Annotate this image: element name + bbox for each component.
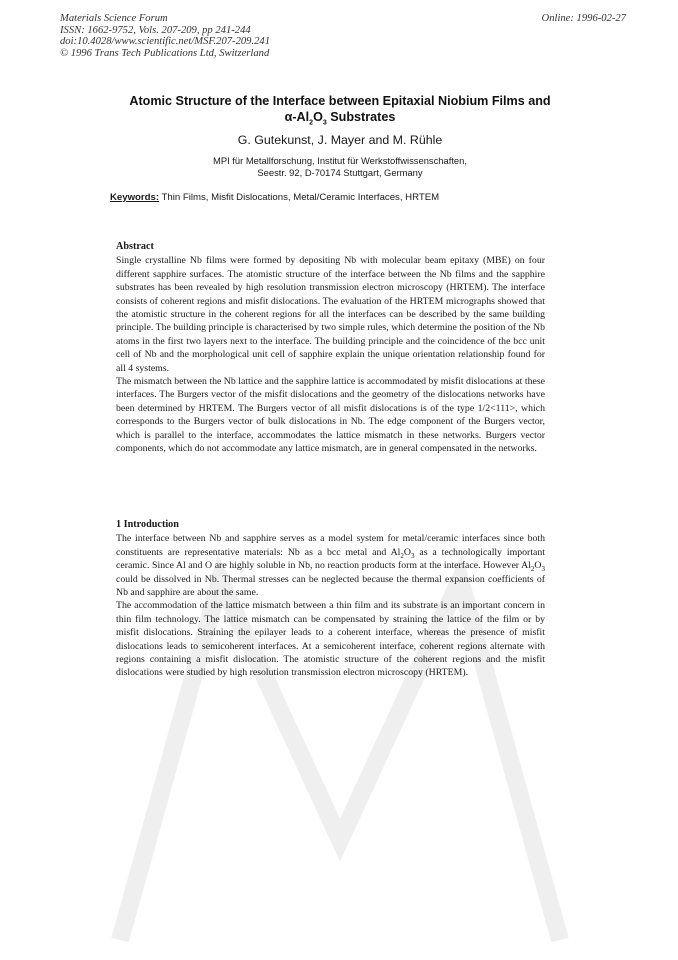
author-list: G. Gutekunst, J. Mayer and M. Rühle (237, 133, 443, 147)
introduction-paragraph-2: The accommodation of the lattice mismatch between a thin film and its substrate is an important concern in thin film technology. The lattice mismatch can be compensated by straining the lattice of the film or by misfit dislocations. Straining the epilayer leads to a coherent interface, whereas the presence of misfit dislocations leads to semicoherent interfaces. At a semicoherent interface, coherent regions alternate with regions containing a misfit dislocation. The atomistic structure of the coherent regions and the misfit dislocations were studied by high resolution transmission electron microscopy (HRTEM). (116, 600, 545, 679)
online-date: Online: 1996-02-27 (541, 13, 626, 24)
affiliation-line-2: Seestr. 92, D-70174 Stuttgart, Germany (257, 167, 423, 178)
issn-line: ISSN: 1662-9752, Vols. 207-209, pp 241-244 (60, 24, 251, 36)
title-line-1: Atomic Structure of the Interface between Epitaxial Niobium Films and (129, 94, 551, 108)
doi-link[interactable]: doi:10.4028/www.scientific.net/MSF.207-209.241 (60, 36, 270, 48)
title-line-2: $\alpha-Al_2O_3$ Substrates (284, 110, 396, 127)
paper-title (100, 93, 580, 125)
journal-name: Materials Science Forum (60, 13, 168, 24)
abstract-paragraph-2: The mismatch between the Nb lattice and the sapphire lattice is accommodated by misfit dislocations at these interfaces. The Burgers vector of the misfit dislocations and the geometry of the dislocations networks have been determined by HRTEM. The Burgers vector of all misfit dislocations is of the type 1/2<111>, which corresponds to the Burgers vector of bulk dislocations in Nb. The edge component of the Burgers vector, which is parallel to the interface, accommodates the lattice mismatch in these networks. Burgers vector components, which do not accommodate any lattice mismatch, are in general compensated in the networks. (116, 376, 545, 455)
introduction-paragraph-1: The interface between Nb and sapphire serves as a model system for metal/ceramic interfaces since both constituents are representative materials: Nb as a bcc metal and $Al_2O_3$ as a technologically important ceramic. Since Al and O are highly soluble in Nb, no reaction products form at the interface. However $Al_2O_3$ could be dissolved in Nb. Thermal stresses can be neglected because the thermal expansion coefficients of Nb and sapphire are about the same. (116, 533, 546, 599)
keywords-text: Thin Films, Misfit Dislocations, Metal/Ceramic Interfaces, HRTEM (159, 192, 440, 203)
affiliation-line-1: MPI für Metallforschung, Institut für Werkstoffwissenschaften, (213, 155, 467, 166)
abstract-heading: Abstract (116, 241, 154, 252)
keywords-label: Keywords: (110, 192, 160, 203)
introduction-heading: 1 Introduction (116, 519, 179, 530)
abstract-section (116, 240, 545, 456)
citation-header (60, 13, 270, 59)
copyright-line: © 1996 Trans Tech Publications Ltd, Switzerland (60, 47, 270, 59)
affiliation (100, 155, 580, 179)
faint-watermark (80, 540, 600, 960)
abstract-paragraph-1: Single crystalline Nb films were formed by depositing Nb with molecular beam epitaxy (MBE) on four different sapphire surfaces. The atomistic structure of the interface between the Nb films and the sapphire substrates has been revealed by high resolution transmission electron microscopy (HRTEM). The interface consists of coherent regions and misfit dislocations. The evaluation of the HRTEM micrographs showed that the atomistic structure in the coherent regions for all the interfaces can be described by the same building principle. The building principle is characterised by two simple rules, which determine the position of the Nb atoms in the first two layers next to the interface. The building principle and the coincidence of the bcc unit cell of Nb and the morphological unit cell of sapphire explain the unique orientation relationship found for all 4 systems. (116, 255, 545, 374)
keywords (110, 192, 590, 204)
